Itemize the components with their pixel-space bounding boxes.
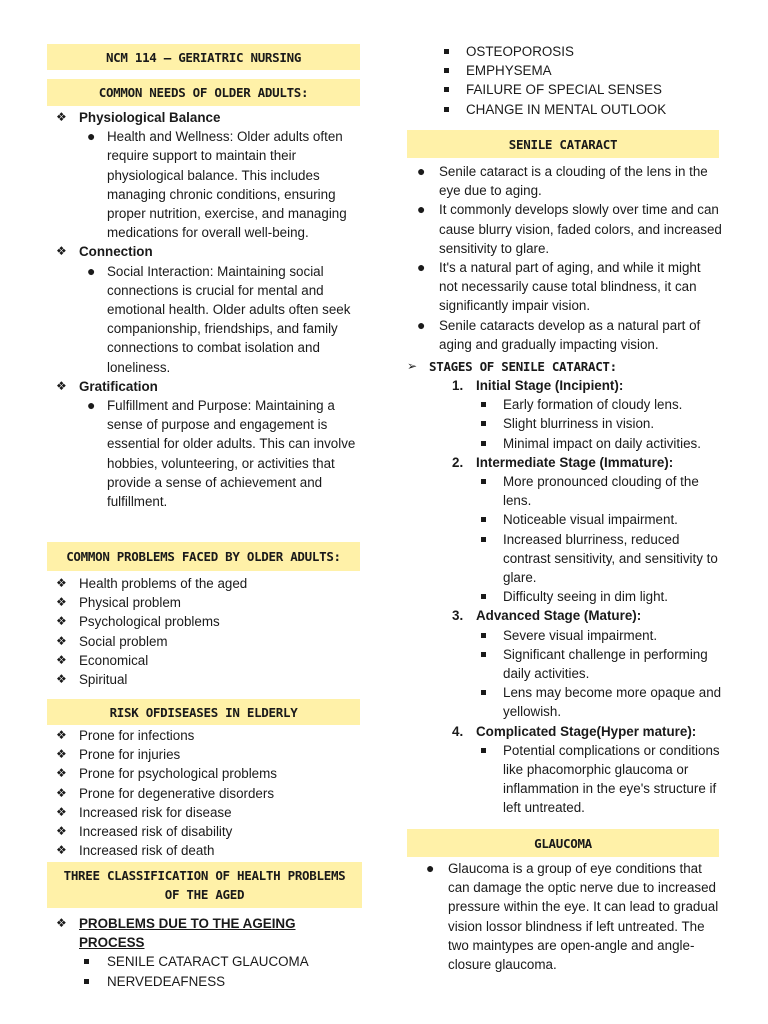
stage-item-text: More pronounced clouding of the lens.: [503, 474, 699, 509]
ageing-item: [407, 80, 722, 99]
square-bullet-icon: [84, 979, 89, 984]
need-detail: [47, 262, 362, 377]
cataract-point: [407, 258, 722, 316]
need-label: Physiological Balance: [79, 110, 221, 125]
ageing-item: [407, 42, 722, 61]
stage-number: 1.: [452, 378, 464, 393]
problem-text: Health problems of the aged: [79, 576, 248, 591]
arrow-bullet-icon: ➢: [407, 359, 417, 373]
diamond-bullet-icon: ❖: [56, 652, 67, 667]
risk-text: Prone for infections: [79, 728, 195, 743]
square-bullet-icon: [481, 748, 486, 753]
ageing-item: [407, 61, 722, 80]
ageing-item: [47, 952, 362, 971]
risk-item: [47, 803, 362, 822]
diamond-bullet-icon: ❖: [56, 244, 67, 259]
problem-item: [47, 651, 362, 670]
cataract-point: [407, 200, 722, 258]
square-bullet-icon: [444, 49, 449, 54]
stage-item-text: Noticeable visual impairment.: [503, 512, 678, 528]
problem-text: Psychological problems: [79, 614, 220, 630]
need-item: [47, 108, 362, 127]
risk-text: Prone for degenerative disorders: [79, 785, 275, 801]
stage-item-text: Potential complications or conditions like phacomorphic glaucoma or inflammation in the eye's structure if left untreated.: [503, 742, 720, 816]
dot-bullet-icon: ●: [417, 316, 426, 333]
stages-header-text: STAGES OF SENILE CATARACT:: [429, 359, 617, 374]
dot-bullet-icon: ●: [87, 128, 96, 145]
problem-item: [47, 612, 362, 631]
square-bullet-icon: [481, 537, 486, 542]
risk-item: [47, 822, 362, 841]
stage-item: [407, 414, 722, 433]
dot-bullet-icon: ●: [417, 259, 426, 276]
glaucoma-points: [407, 859, 722, 974]
stage-item-text: Early formation of cloudy lens.: [503, 397, 683, 413]
risk-text: Increased risk of disability: [79, 824, 233, 840]
diamond-bullet-icon: ❖: [56, 614, 67, 629]
need-item: [47, 242, 362, 261]
need-label: Gratification: [79, 378, 158, 394]
ageing-heading: [47, 914, 362, 952]
square-bullet-icon: [481, 441, 486, 446]
classification-header: THREE CLASSIFICATION OF HEALTH PROBLEMS OF THE AGED: [47, 862, 362, 908]
diamond-bullet-icon: ❖: [56, 824, 67, 839]
stage-item: [407, 395, 722, 414]
stage-number: 3.: [452, 608, 464, 624]
problem-text: Social problem: [79, 633, 168, 649]
dot-bullet-icon: ●: [87, 397, 96, 414]
ageing-item: [407, 100, 722, 119]
cataract-point-text: Senile cataract is a clouding of the lens in the eye due to aging.: [439, 164, 708, 199]
document-title: NCM 114 – GERIATRIC NURSING: [47, 44, 360, 70]
stage-item: [407, 741, 722, 818]
need-detail: [47, 127, 362, 242]
diamond-bullet-icon: ❖: [56, 633, 67, 648]
stage-item-text: Increased blurriness, reduced contrast sensitivity, and sensitivity to glare.: [503, 531, 718, 586]
risk-text: Increased risk of death: [79, 843, 215, 859]
risk-text: Prone for injuries: [79, 747, 181, 763]
risk-list: [47, 726, 362, 860]
ageing-item-text: SENILE CATARACT GLAUCOMA: [107, 954, 309, 970]
ageing-item-text: OSTEOPOROSIS: [466, 44, 574, 59]
stage-title: [407, 453, 722, 472]
cataract-point-text: It's a natural part of aging, and while it might not necessarily cause total blindness, it can significantly impair vision.: [439, 260, 701, 314]
stage-item: [407, 530, 722, 588]
square-bullet-icon: [481, 690, 486, 695]
stage-item: [407, 434, 722, 453]
stage-item: [407, 645, 722, 683]
needs-header: COMMON NEEDS OF OLDER ADULTS:: [47, 79, 360, 106]
diamond-bullet-icon: ❖: [56, 728, 67, 742]
need-detail: [47, 396, 362, 511]
square-bullet-icon: [481, 479, 486, 484]
risk-item: [47, 764, 362, 783]
square-bullet-icon: [444, 107, 449, 112]
risk-item: [47, 726, 362, 745]
risk-item: [47, 745, 362, 764]
square-bullet-icon: [481, 633, 486, 638]
ageing-item-text: NERVEDEAFNESS: [107, 973, 226, 989]
problem-item: [47, 632, 362, 651]
dot-bullet-icon: ●: [417, 201, 426, 218]
risk-header: RISK OFDISEASES IN ELDERLY: [47, 699, 360, 725]
cataract-point: [407, 162, 722, 200]
stage-title-text: Complicated Stage(Hyper mature):: [476, 723, 697, 739]
diamond-bullet-icon: ❖: [56, 595, 67, 610]
dot-bullet-icon: ●: [87, 262, 96, 279]
ageing-item: [47, 972, 362, 991]
stage-title: [407, 606, 722, 625]
square-bullet-icon: [444, 68, 449, 73]
risk-text: Prone for psychological problems: [79, 766, 277, 782]
stage-item-text: Severe visual impairment.: [503, 627, 658, 643]
stage-item: [407, 510, 722, 529]
stages-header: [407, 357, 744, 376]
glaucoma-point-text: Glaucoma is a group of eye conditions that can damage the optic nerve due to increased pressure within the eye. It can lead to gradual vision lossor blindness if left untreated. The two maintypes are open-angle and angle-closure glaucoma.: [448, 861, 719, 973]
risk-item: [47, 841, 362, 860]
square-bullet-icon: [444, 87, 449, 92]
diamond-bullet-icon: ❖: [56, 576, 67, 590]
dot-bullet-icon: ●: [426, 860, 435, 876]
stage-title: [407, 376, 722, 395]
risk-item: [47, 784, 362, 803]
ageing-item-text: CHANGE IN MENTAL OUTLOOK: [466, 101, 667, 117]
problem-item: [47, 593, 362, 612]
stage-title-text: Advanced Stage (Mature):: [476, 608, 642, 624]
stages-list: [407, 376, 722, 818]
square-bullet-icon: [481, 652, 486, 657]
stage-item: [407, 472, 722, 510]
square-bullet-icon: [481, 594, 486, 599]
risk-text: Increased risk for disease: [79, 804, 232, 820]
diamond-bullet-icon: ❖: [56, 766, 67, 781]
stage-item: [407, 626, 722, 645]
diamond-bullet-icon: ❖: [56, 916, 67, 930]
problem-text: Spiritual: [79, 672, 128, 688]
diamond-bullet-icon: ❖: [56, 747, 67, 762]
need-item: [47, 377, 362, 396]
stage-title-text: Initial Stage (Incipient):: [476, 378, 624, 393]
stage-item-text: Significant challenge in performing daily activities.: [503, 646, 708, 682]
cataract-point: [407, 316, 722, 354]
stage-item-text: Difficulty seeing in dim light.: [503, 589, 668, 605]
cataract-points: [407, 162, 722, 354]
needs-list: [47, 108, 362, 511]
ageing-item-text: FAILURE OF SPECIAL SENSES: [466, 82, 662, 98]
need-detail-text: Fulfillment and Purpose: Maintaining a sense of purpose and engagement is essential for older adults. This can involve hobbies, volunteering, or activities that provide a sense of achievement and fulfillment.: [107, 398, 356, 510]
stage-item-text: Slight blurriness in vision.: [503, 416, 655, 432]
ageing-list: [47, 914, 362, 991]
problem-text: Economical: [79, 652, 149, 668]
stage-item-text: Minimal impact on daily activities.: [503, 435, 701, 451]
square-bullet-icon: [481, 517, 486, 522]
need-detail-text: Health and Wellness: Older adults often require support to maintain their physiological balance. This includes managing chronic conditions, ensuring proper nutrition, exercise, and managing medications for overall well-being.: [107, 129, 347, 241]
problem-text: Physical problem: [79, 595, 181, 611]
stage-item: [407, 587, 722, 606]
cataract-point-text: It commonly develops slowly over time and can cause blurry vision, faded colors, and increased sensitivity to glare.: [439, 202, 722, 256]
stage-item-text: Lens may become more opaque and yellowish.: [503, 685, 722, 720]
problem-item: [47, 574, 362, 593]
problems-header: COMMON PROBLEMS FACED BY OLDER ADULTS:: [47, 542, 360, 571]
stage-number: 2.: [452, 454, 464, 470]
cataract-header: SENILE CATARACT: [407, 130, 719, 158]
square-bullet-icon: [84, 959, 89, 964]
need-detail-text: Social Interaction: Maintaining social connections is crucial for mental and emotional health. Older adults often seek companionship, friendships, and family connections to combat isolation and loneliness.: [107, 263, 351, 375]
glaucoma-point: [407, 859, 722, 974]
square-bullet-icon: [481, 421, 486, 426]
diamond-bullet-icon: ❖: [56, 843, 67, 858]
dot-bullet-icon: ●: [417, 163, 426, 179]
problems-list: [47, 574, 362, 689]
glaucoma-header: GLAUCOMA: [407, 829, 719, 857]
problem-item: [47, 670, 362, 689]
diamond-bullet-icon: ❖: [56, 110, 67, 124]
square-bullet-icon: [481, 402, 486, 407]
diamond-bullet-icon: ❖: [56, 672, 67, 687]
diamond-bullet-icon: ❖: [56, 804, 67, 819]
stage-title: [407, 722, 722, 741]
ageing-label: PROBLEMS DUE TO THE AGEING PROCESS: [79, 916, 296, 951]
diamond-bullet-icon: ❖: [56, 785, 67, 800]
diamond-bullet-icon: ❖: [56, 378, 67, 393]
stage-item: [407, 683, 722, 721]
cataract-point-text: Senile cataracts develop as a natural part of aging and gradually impacting vision.: [439, 317, 701, 352]
ageing-item-text: EMPHYSEMA: [466, 63, 552, 79]
ageing-list-continued: [407, 42, 722, 119]
need-label: Connection: [79, 244, 153, 260]
stage-number: 4.: [452, 723, 464, 739]
stage-title-text: Intermediate Stage (Immature):: [476, 454, 674, 470]
